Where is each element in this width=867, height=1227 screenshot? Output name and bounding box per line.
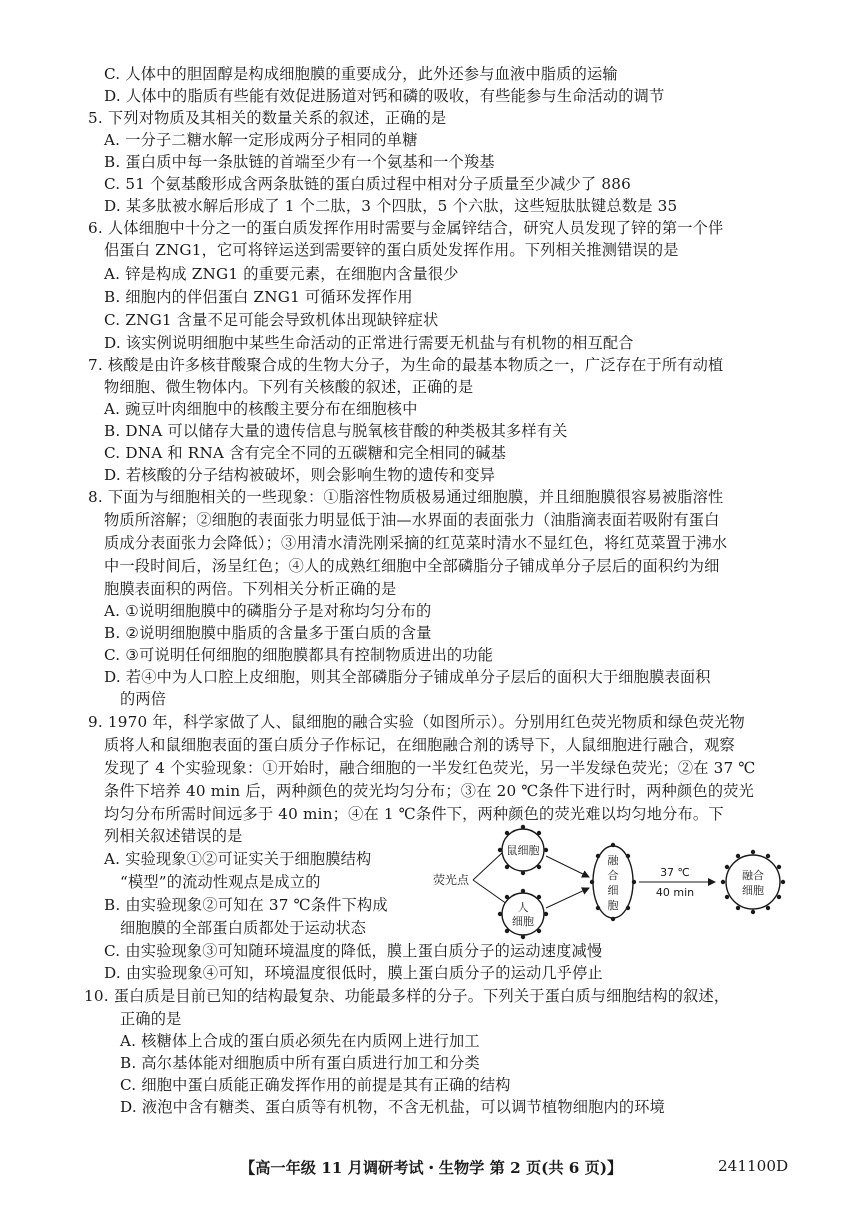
q6-option-c: C. ZNG1 含量不足可能会导致机体出现缺锌症状 — [104, 311, 439, 329]
q9-option-b-1: B. 由实验现象②可知在 37 ℃条件下构成 — [104, 896, 388, 914]
q10-stem-1: 10. 蛋白质是目前已知的结构最复杂、功能最多样的分子。下列关于蛋白质与细胞结构的叙述， — [84, 987, 730, 1005]
q9-stem-1: 9. 1970 年，科学家做了人、鼠细胞的融合实验（如图所示）。分别用红色荧光物质和绿色荧光物 — [88, 713, 745, 731]
q4-option-c: C. 人体中的胆固醇是构成细胞膜的重要成分，此外还参与血液中脂质的运输 — [104, 65, 618, 83]
time-label: 40 min — [655, 886, 695, 899]
q8-stem-5: 胞膜表面积的两倍。下列相关分析正确的是 — [104, 580, 397, 598]
fused-label-4: 胞 — [607, 899, 619, 912]
q8-option-a: A. ①说明细胞膜中的磷脂分子是对称均匀分布的 — [104, 602, 432, 620]
cell-fusion-figure — [425, 822, 805, 950]
q9-stem-4: 条件下培养 40 min 后，两种颜色的荧光均匀分布；③在 20 ℃条件下进行时，两种颜色的荧光 — [104, 782, 754, 800]
q8-option-c: C. ③可说明任何细胞的细胞膜都具有控制物质进出的功能 — [104, 646, 494, 664]
human-cell — [498, 889, 548, 939]
result-cell — [721, 850, 785, 914]
fused-cell — [590, 843, 636, 921]
result-label-1: 融合 — [742, 869, 764, 882]
result-label-2: 细胞 — [742, 884, 764, 897]
q9-stem-6: 列相关叙述错误的是 — [104, 827, 243, 845]
q9-stem-5: 均匀分布所需时间远多于 40 min；④在 1 ℃条件下，两种颜色的荧光难以均匀地分布。下 — [104, 805, 724, 823]
q7-stem-1: 7. 核酸是由许多核苷酸聚合成的生物大分子，为生命的最基本物质之一，广泛存在于所有动植 — [88, 356, 724, 374]
temp-label: 37 ℃ — [660, 866, 690, 879]
fused-label-1: 融 — [607, 854, 619, 867]
q7-option-c: C. DNA 和 RNA 含有完全不同的五碳糖和完全相同的碱基 — [104, 444, 507, 462]
q5-option-b: B. 蛋白质中每一条肽链的首端至少有一个氨基和一个羧基 — [104, 153, 495, 171]
q8-stem-1: 8. 下面为与细胞相关的一些现象：①脂溶性物质极易通过细胞膜，并且细胞膜很容易被脂溶性 — [88, 488, 724, 506]
q9-option-a-2: “模型”的流动性观点是成立的 — [120, 873, 321, 891]
q7-option-b: B. DNA 可以储存大量的遗传信息与脱氧核苷酸的种类极其多样有关 — [104, 422, 568, 440]
q6-option-d: D. 该实例说明细胞中某些生命活动的正常进行需要无机盐与有机物的相互配合 — [104, 334, 634, 352]
q7-option-a: A. 豌豆叶肉细胞中的核酸主要分布在细胞核中 — [104, 400, 418, 418]
fluor-label: 荧光点 — [433, 873, 470, 887]
q10-option-c: C. 细胞中蛋白质能正确发挥作用的前提是其有正确的结构 — [120, 1076, 511, 1094]
mouse-cell — [498, 825, 548, 875]
q6-stem-2: 侣蛋白 ZNG1，它可将锌运送到需要锌的蛋白质处发挥作用。下列相关推测错误的是 — [104, 241, 679, 259]
exam-code: 241100D — [718, 1157, 789, 1175]
q10-option-b: B. 高尔基体能对细胞质中所有蛋白质进行加工和分类 — [120, 1054, 480, 1072]
q5-option-c: C. 51 个氨基酸形成含两条肽链的蛋白质过程中相对分子质量至少减少了 886 — [104, 175, 631, 193]
q6-stem-1: 6. 人体细胞中十分之一的蛋白质发挥作用时需要与金属锌结合，研究人员发现了锌的第一个伴 — [88, 219, 724, 237]
q6-option-b: B. 细胞内的伴侣蛋白 ZNG1 可循环发挥作用 — [104, 288, 413, 306]
fused-label-2: 合 — [607, 869, 619, 882]
q8-stem-4: 中一段时间后，汤呈红色；④人的成熟红细胞中全部磷脂分子铺成单分子层后的面积约为细 — [104, 557, 720, 575]
mouse-cell-label: 鼠细胞 — [506, 844, 540, 857]
q9-option-a-1: A. 实验现象①②可证实关于细胞膜结构 — [104, 850, 372, 868]
q6-option-a: A. 锌是构成 ZNG1 的重要元素，在细胞内含量很少 — [104, 265, 459, 283]
q9-option-d: D. 由实验现象④可知，环境温度很低时，膜上蛋白质分子的运动几乎停止 — [104, 964, 603, 982]
page-footer: 【高一年级 11 月调研考试・生物学 第 2 页(共 6 页)】 — [240, 1159, 623, 1177]
q9-stem-2: 质将人和鼠细胞表面的蛋白质分子作标记，在细胞融合剂的诱导下，人鼠细胞进行融合，观察 — [104, 736, 735, 754]
q8-stem-2: 物质所溶解；②细胞的表面张力明显低于油—水界面的表面张力（油脂滴表面若吸附有蛋白 — [104, 511, 720, 529]
q5-stem: 5. 下列对物质及其相关的数量关系的叙述，正确的是 — [88, 109, 447, 127]
q5-option-a: A. 一分子二糖水解一定形成两分子相同的单糖 — [104, 131, 418, 149]
q8-option-d-2: 的两倍 — [120, 690, 167, 708]
q9-option-b-2: 细胞膜的全部蛋白质都处于运动状态 — [120, 919, 367, 937]
q7-option-d: D. 若核酸的分子结构被破坏，则会影响生物的遗传和变异 — [104, 466, 496, 484]
q5-option-d: D. 某多肽被水解后形成了 1 个二肽，3 个四肽，5 个六肽，这些短肽肽键总数是 35 — [104, 197, 678, 215]
q8-option-d-1: D. 若④中为人口腔上皮细胞，则其全部磷脂分子铺成单分子层后的面积大于细胞膜表面积 — [104, 668, 711, 686]
q9-option-c: C. 由实验现象③可知随环境温度的降低，膜上蛋白质分子的运动速度减慢 — [104, 942, 603, 960]
q7-stem-2: 物细胞、微生物体内。下列有关核酸的叙述，正确的是 — [104, 378, 474, 396]
q8-option-b: B. ②说明细胞膜中脂质的含量多于蛋白质的含量 — [104, 624, 432, 642]
q8-stem-3: 质成分表面张力会降低）；③用清水清洗刚采摘的红苋菜时清水不显红色，将红苋菜置于沸水 — [104, 534, 728, 552]
q10-option-d: D. 液泡中含有糖类、蛋白质等有机物，不含无机盐，可以调节植物细胞内的环境 — [120, 1098, 666, 1116]
fused-label-3: 细 — [607, 884, 619, 897]
q4-option-d: D. 人体中的脂质有些能有效促进肠道对钙和磷的吸收，有些能参与生命活动的调节 — [104, 87, 665, 105]
q10-stem-2: 正确的是 — [120, 1010, 182, 1028]
q9-stem-3: 发现了 4 个实验现象：①开始时，融合细胞的一半发红色荧光，另一半发绿色荧光；②在 37 ℃ — [104, 759, 756, 777]
human-cell-label-2: 细胞 — [512, 915, 534, 928]
q10-option-a: A. 核糖体上合成的蛋白质必须先在内质网上进行加工 — [120, 1032, 480, 1050]
human-cell-label-1: 人 — [517, 901, 529, 914]
